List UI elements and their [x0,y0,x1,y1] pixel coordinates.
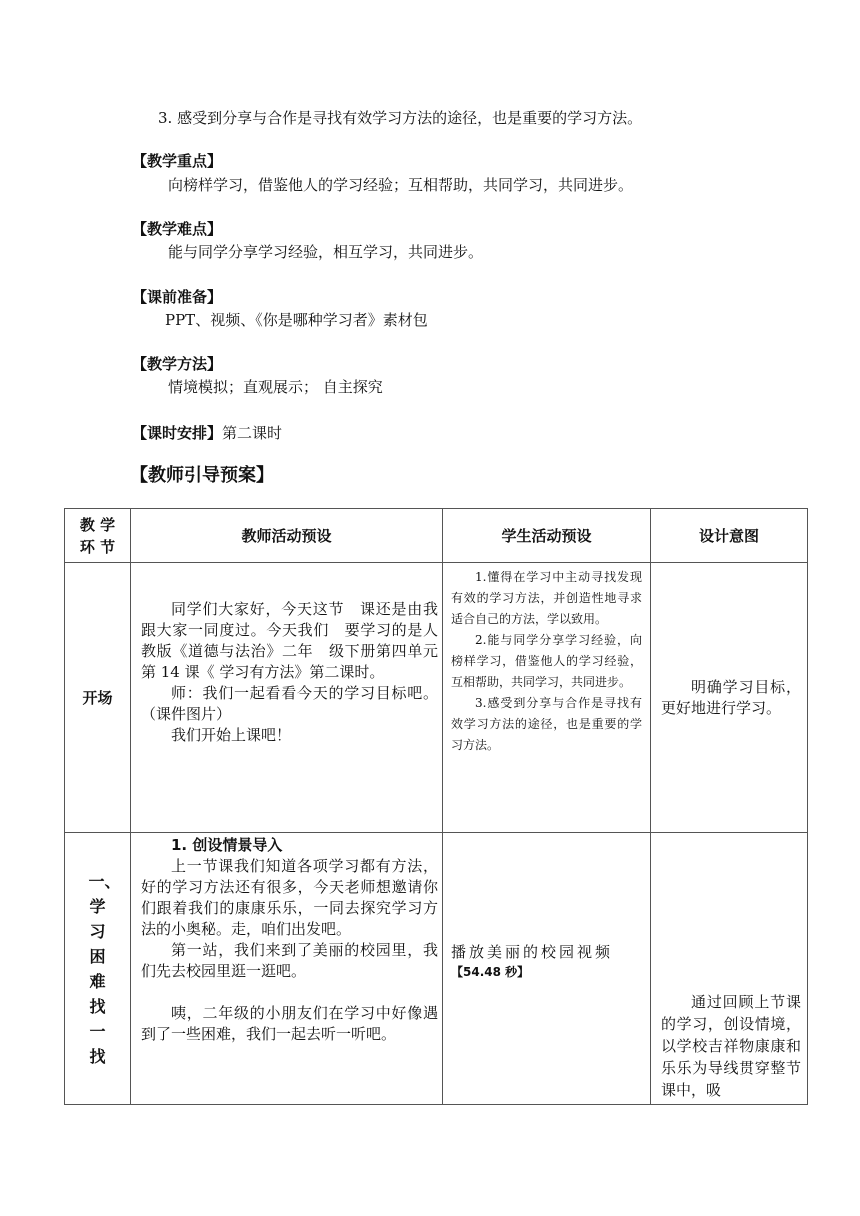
schedule-text: 第二课时 [222,424,283,442]
difficulty-text: 能与同学分享学习经验，相互学习，共同进步。 [168,243,484,261]
keypoints-text: 向榜样学习，借鉴他人的学习经验；互相帮助，共同学习，共同进步。 [168,176,634,194]
schedule-line [132,423,282,443]
teacher-activity-find: 1. 创设情景导入 上一节课我们知道各项学习都有方法，好的学习方法还有很多，今天老师想邀请你们跟着我们的康康乐乐，一同去探究学习方法的小奥秘。走，咱们出发吧。 第一站，我们来到了美丽的校园里，我们先去校园里逛一逛吧。 咦，二年级的小朋友们在学习中好像遇到了一些困难，我们一起去听一听吧。 [131,833,443,1105]
student-activity-find [443,833,651,1105]
header-teacher: 教师活动预设 [131,509,443,563]
objective-3: 3. 感受到分享与合作是寻找有效学习方法的途径，也是重要的学习方法。 [158,109,643,127]
video-text: 播放美丽的校园视频 [451,943,614,961]
prep-title: 【课前准备】 [132,288,223,306]
stage-opening: 开场 [65,563,131,833]
intent-find: 通过回顾上节课的学习，创设情境，以学校吉祥物康康和乐乐为导线贯穿整节课中，吸 [651,833,808,1105]
stage-find-difficulties: 一、学习困难找一找 [65,833,131,1105]
intent-opening: 明确学习目标，更好地进行学习。 [651,563,808,833]
prep-text: PPT、视频、《你是哪种学习者》素材包 [165,311,428,329]
method-title: 【教学方法】 [132,355,223,373]
schedule-title: 【课时安排】 [132,424,223,442]
keypoints-title: 【教学重点】 [132,152,223,170]
student-activity-opening: 1.懂得在学习中主动寻找发现有效的学习方法，并创造性地寻求适合自己的方法，学以致用。 2.能与同学分享学习经验，向榜样学习，借鉴他人的学习经验，互相帮助，共同学习，共同进步。 3.感受到分享与合作是寻找有效学习方法的途径，也是重要的学习方法。 [443,563,651,833]
header-stage: 教 学 环 节 [65,509,131,563]
video-duration: 【54.48 秒】 [451,965,530,979]
header-intent: 设计意图 [651,509,808,563]
table-header-row [65,509,808,563]
scenario-heading: 1. 创设情景导入 [171,836,283,854]
table-row [65,563,808,833]
teacher-activity-opening: 同学们大家好，今天这节 课还是由我跟大家一同度过。今天我们 要学习的是人教版《道德与法治》二年 级下册第四单元第 14 课《 学习有方法》第二课时。 师：我们一起看看今天的学习目标吧。（课件图片） 我们开始上课吧！ [131,563,443,833]
method-text: 情境模拟；直观展示； 自主探究 [168,378,383,396]
header-student: 学生活动预设 [443,509,651,563]
table-row [65,833,808,1105]
plan-title: 【教师引导预案】 [130,465,274,486]
difficulty-title: 【教学难点】 [132,220,223,238]
lesson-plan-table [64,508,808,1105]
